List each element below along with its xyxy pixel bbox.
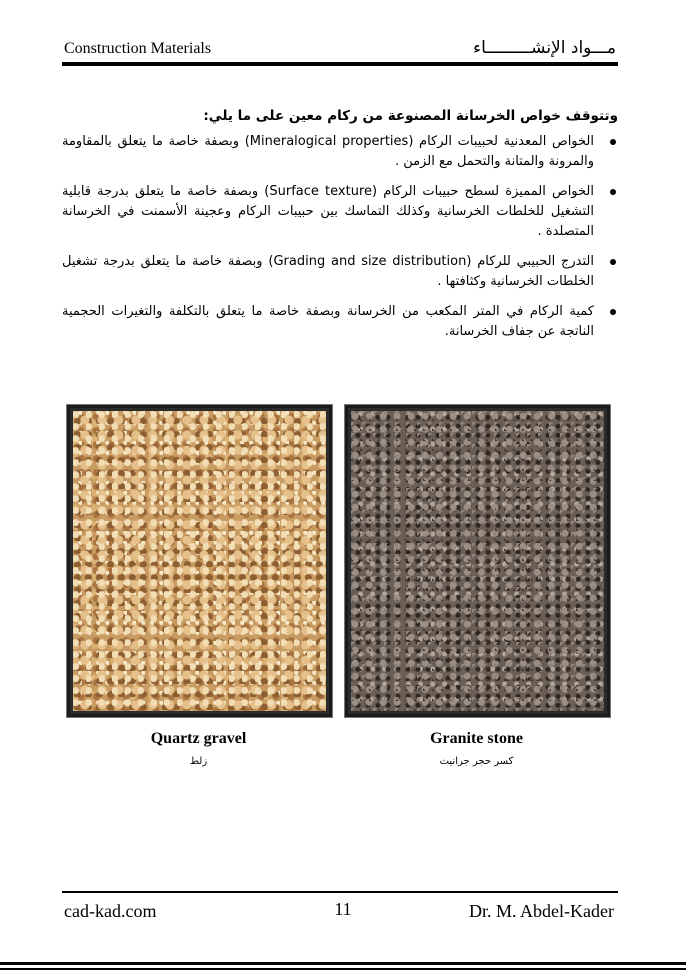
quartz-gravel-photo [66,404,333,718]
list-item [62,132,618,172]
page-header [64,38,616,64]
gravel-texture-image [73,411,326,711]
header-title-english: Construction Materials [64,40,212,57]
caption-granite-stone-arabic: كسر حجر جرانيت [439,756,514,767]
list-item [62,252,618,292]
list-item-text: الخواص المميزة لسطح حبيبات الركام (Surface texture) وبصفة خاصة ما يتعلق بدرجة قابلية التشغيل للخلطات الخرسانية وكذلك التماسك بين حبيبات الركام وعجينة الأسمنت في الخرسانة المتصلدة . [62,184,594,239]
header-divider [62,62,618,66]
footer-author: Dr. M. Abdel-Kader [469,901,614,921]
bullet-icon [610,139,616,145]
bullet-icon [610,189,616,195]
footer-divider [62,891,618,893]
page-number: 11 [334,899,352,919]
main-content [62,106,618,352]
page-bottom-border [0,962,686,965]
caption-quartz-gravel-arabic: زلط [189,756,208,767]
footer-website: cad-kad.com [64,901,157,921]
bullet-list [62,132,618,342]
caption-quartz-gravel: Quartz gravel [150,730,247,747]
caption-granite-stone: Granite stone [430,730,523,747]
bullet-icon [610,309,616,315]
list-item-text: كمية الركام في المتر المكعب من الخرسانة وبصفة خاصة ما يتعلق بالتكلفة والتغيرات الحجمية الناتجة عن جفاف الخرسانة. [62,304,594,339]
list-item-text: التدرج الحبيبي للركام (Grading and size distribution) وبصفة خاصة ما يتعلق بدرجة تشغيل الخلطات الخرسانية وكثافتها . [62,254,595,289]
bullet-icon [610,259,616,265]
header-title-arabic: مـــواد الإنشـــــــــاء [473,38,616,58]
list-item [62,182,618,242]
granite-texture-image [351,411,604,711]
granite-stone-photo [344,404,611,718]
list-item [62,302,618,342]
intro-heading: وتتوقف خواص الخرسانة المصنوعة من ركام معين على ما يلي: [203,108,618,124]
list-item-text: الخواص المعدنية لحبيبات الركام (Mineralogical properties) وبصفة خاصة ما يتعلق بالمقاومة والمرونة والمتانة والتحمل مع الزمن . [62,134,594,169]
